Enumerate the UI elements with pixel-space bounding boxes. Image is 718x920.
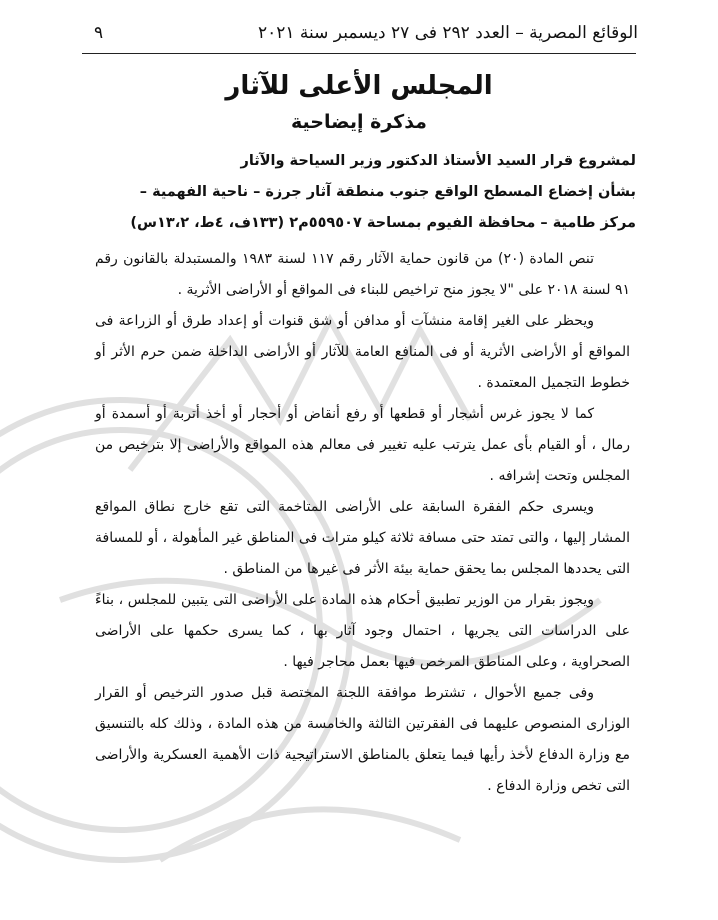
body-paragraph: وفى جميع الأحوال ، تشترط موافقة اللجنة المختصة قبل صدور الترخيص أو القرار الوزارى المنصوص عليهما فى الفقرتين الثالثة والخامسة من هذه المادة ، وذلك كله بالتنسيق مع وزارة الدفاع لأخذ رأيها فيما يتعلق بالمناطق الاستراتيجية ذات الأهمية العسكرية والأراضى التى تخص وزارة الدفاع . xyxy=(95,685,630,794)
intro-line: لمشروع قرار السيد الأستاذ الدكتور وزير السياحة والآثار xyxy=(240,153,636,169)
memo-body xyxy=(95,244,630,802)
body-paragraph: ويجوز بقرار من الوزير تطبيق أحكام هذه المادة على الأراضى التى يتبين للمجلس ، بناءً على الدراسات التى يجريها ، احتمال وجود آثار بها ، كما يسرى حكمها على الأراضى الصحراوية ، وعلى المناطق المرخص فيها بعمل محاجر فيها . xyxy=(95,592,630,670)
header-divider xyxy=(82,53,636,54)
page-header xyxy=(62,18,638,48)
page-number: ٩ xyxy=(94,23,104,43)
intro-line: بشأن إخضاع المسطح الواقع جنوب منطقة آثار جرزة – ناحية الفهمية – xyxy=(139,184,636,200)
body-paragraph: تنص المادة (٢٠) من قانون حماية الآثار رقم ١١٧ لسنة ١٩٨٣ والمستبدلة بالقانون رقم ٩١ لسنة ٢٠١٨ على "لا يجوز منح تراخيص للبناء فى المواقع أو الأراضى الأثرية . xyxy=(95,251,630,298)
intro-line: مركز طامية – محافظة الفيوم بمساحة ٥٥٩٥٠٧م٢ (١٣٣ف، ٤ط، ١٣،٢س) xyxy=(130,215,636,231)
gazette-issue-title: الوقائع المصرية – العدد ٢٩٢ فى ٢٧ ديسمبر سنة ٢٠٢١ xyxy=(257,23,638,43)
body-paragraph: ويحظر على الغير إقامة منشآت أو مدافن أو شق قنوات أو إعداد طرق أو الزراعة فى المواقع أو الأراضى الأثرية أو فى المنافع العامة للآثار أو الأراضى الداخلة ضمن حرم الأثر أو خطوط التجميل المعتمدة . xyxy=(95,313,630,391)
document-title: المجلس الأعلى للآثار xyxy=(225,71,493,101)
decree-subject xyxy=(116,146,636,239)
body-paragraph: كما لا يجوز غرس أشجار أو قطعها أو رفع أنقاض أو أحجار أو أخذ أتربة أو أسمدة أو رمال ، أو القيام بأى عمل يترتب عليه تغيير فى معالم هذه المواقع والأراضى إلا بترخيص من المجلس وتحت إشرافه . xyxy=(95,406,630,484)
body-paragraph: ويسرى حكم الفقرة السابقة على الأراضى المتاخمة التى تقع خارج نطاق المواقع المشار إليها ، والتى تمتد حتى مسافة ثلاثة كيلو مترات فى المناطق غير المأهولة ، أو للمسافة التى يحددها المجلس بما يحقق حماية بيئة الأثر فى غيرها من المناطق . xyxy=(95,499,630,577)
document-titles xyxy=(0,66,718,138)
document-subtitle: مذكرة إيضاحية xyxy=(291,111,427,133)
